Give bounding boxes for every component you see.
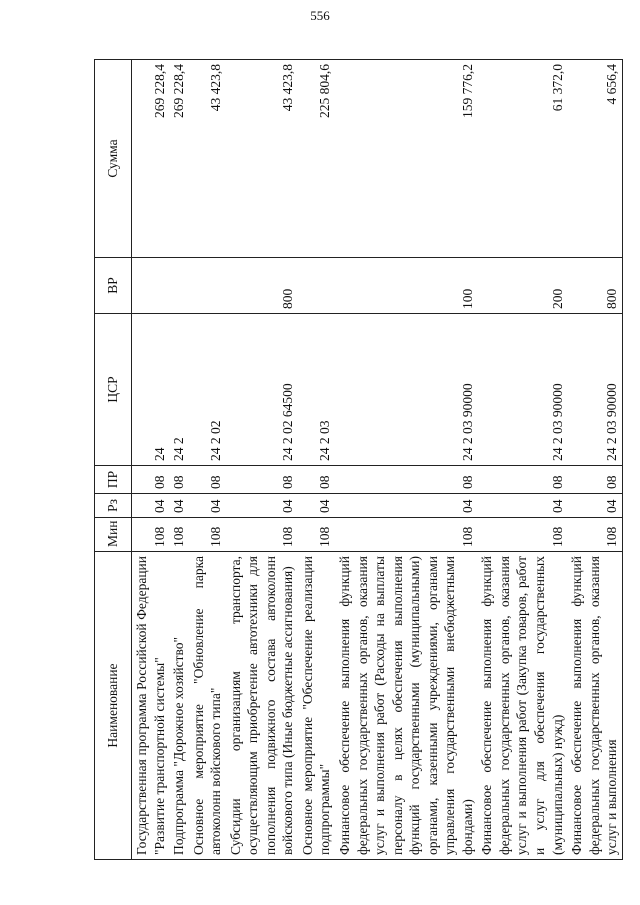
row-name: Финансовое обеспечение выполнения функций федеральных государственных органов, оказания услуг и выполнения	[567, 552, 622, 860]
table-row	[477, 60, 567, 860]
row-vr	[169, 258, 189, 314]
row-sum: 4 656,4	[567, 60, 622, 258]
row-csr: 24 2	[169, 314, 189, 466]
row-sum: 269 228,4	[132, 60, 170, 258]
table-row	[169, 60, 189, 860]
row-pr: 08	[226, 466, 298, 494]
row-min: 108	[567, 518, 622, 552]
page-number: 556	[310, 8, 330, 23]
row-min: 108	[335, 518, 477, 552]
row-rz: 04	[169, 494, 189, 518]
row-rz: 04	[335, 494, 477, 518]
row-min: 108	[132, 518, 170, 552]
header-rz: Рз	[95, 494, 132, 518]
header-sum: Сумма	[95, 60, 132, 258]
table-header-row	[95, 60, 132, 860]
row-rz: 04	[298, 494, 335, 518]
header-pr: ПР	[95, 466, 132, 494]
table-row	[567, 60, 622, 860]
row-name: Финансовое обеспечение выполнения функций федеральных государственных органов, оказания услуг и выполнения работ (Расходы на выплаты персоналу в целях обеспечения выполнения функций государственными (муниципальными) органами, казенными учреждениями, органами управления государственными внебюджетными фондами)	[335, 552, 477, 860]
row-vr	[132, 258, 170, 314]
rotated-table-wrapper	[94, 60, 620, 860]
row-sum: 61 372,0	[477, 60, 567, 258]
table-row	[298, 60, 335, 860]
row-vr	[298, 258, 335, 314]
row-min: 108	[189, 518, 226, 552]
row-csr: 24	[132, 314, 170, 466]
row-name: Финансовое обеспечение выполнения функций федеральных государственных органов, оказания услуг и выполнения работ (Закупка товаров, работ и услуг для обеспечения государственных (муниципальных) нужд)	[477, 552, 567, 860]
row-pr: 08	[567, 466, 622, 494]
row-vr: 100	[335, 258, 477, 314]
header-csr: ЦСР	[95, 314, 132, 466]
header-name: Наименование	[95, 552, 132, 860]
row-min: 108	[298, 518, 335, 552]
row-min: 108	[226, 518, 298, 552]
row-min: 108	[169, 518, 189, 552]
row-name: Основное мероприятие "Обновление парка автоколонн войскового типа"	[189, 552, 226, 860]
row-csr: 24 2 03 90000	[567, 314, 622, 466]
row-name: Основное мероприятие "Обеспечение реализации подпрограммы"	[298, 552, 335, 860]
budget-table	[94, 59, 623, 860]
row-vr: 800	[567, 258, 622, 314]
row-name: Подпрограмма "Дорожное хозяйство"	[169, 552, 189, 860]
row-rz: 04	[132, 494, 170, 518]
row-sum: 43 423,8	[226, 60, 298, 258]
row-rz: 04	[189, 494, 226, 518]
row-rz: 04	[226, 494, 298, 518]
row-csr: 24 2 03 90000	[477, 314, 567, 466]
row-pr: 08	[298, 466, 335, 494]
row-csr: 24 2 03	[298, 314, 335, 466]
row-vr	[189, 258, 226, 314]
row-pr: 08	[169, 466, 189, 494]
header-vr: ВР	[95, 258, 132, 314]
row-pr: 08	[335, 466, 477, 494]
header-min: Мин	[95, 518, 132, 552]
row-pr: 08	[477, 466, 567, 494]
row-vr: 200	[477, 258, 567, 314]
row-name: Субсидии организациям транспорта, осуществляющим приобретение автотехники для пополнения подвижного состава автоколонн войскового типа (Иные бюджетные ассигнования)	[226, 552, 298, 860]
table-row	[132, 60, 170, 860]
row-min: 108	[477, 518, 567, 552]
row-sum: 269 228,4	[169, 60, 189, 258]
table-row	[335, 60, 477, 860]
row-sum: 225 804,6	[298, 60, 335, 258]
table-row	[226, 60, 298, 860]
row-rz: 04	[477, 494, 567, 518]
row-name: Государственная программа Российской Федерации "Развитие транспортной системы"	[132, 552, 170, 860]
row-pr: 08	[132, 466, 170, 494]
table-row	[189, 60, 226, 860]
row-rz: 04	[567, 494, 622, 518]
row-vr: 800	[226, 258, 298, 314]
row-csr: 24 2 02 64500	[226, 314, 298, 466]
row-pr: 08	[189, 466, 226, 494]
row-csr: 24 2 03 90000	[335, 314, 477, 466]
row-sum: 159 776,2	[335, 60, 477, 258]
row-csr: 24 2 02	[189, 314, 226, 466]
row-sum: 43 423,8	[189, 60, 226, 258]
